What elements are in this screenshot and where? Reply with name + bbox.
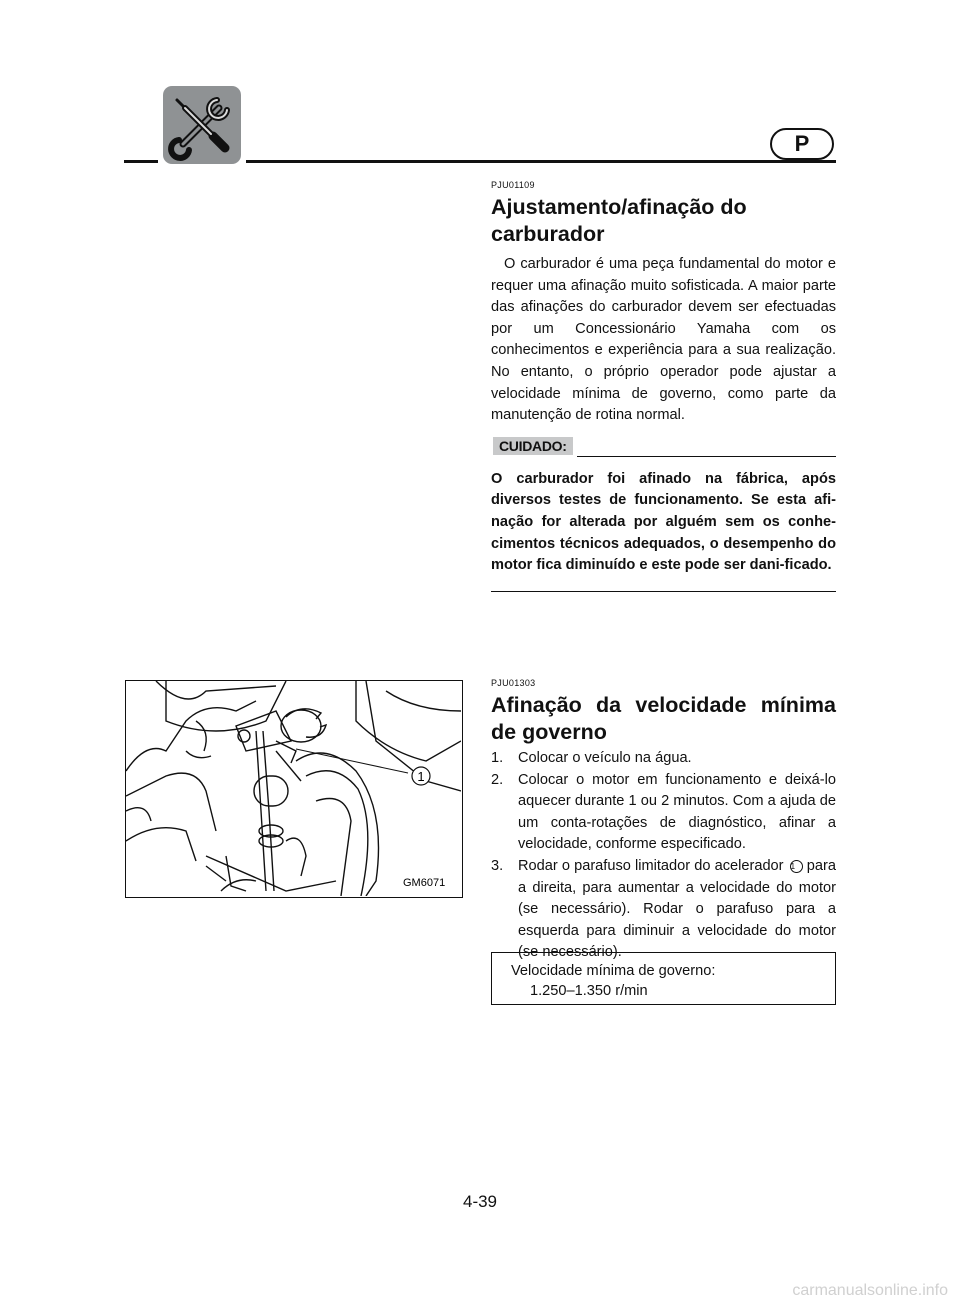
page-number: 4-39 [462,1192,498,1211]
language-badge: P [770,128,834,160]
list-item: 2. Colocar o motor em funcionamento e deixá-lo aquecer durante 1 ou 2 minutos. Com a ajuda de um conta-rotações de diagnóstico, afinar a velocidade, conforme especificado. [491,771,836,853]
spec-value: 1.250–1.350 r/min [530,983,648,999]
svg-text:1: 1 [417,769,425,784]
figure-callout-1 [412,767,430,785]
spec-label: Velocidade mínima de governo: [511,963,716,979]
caution-header [491,437,836,461]
section-title: Afinação da velocidade mínima de governo [491,693,836,744]
watermark: carmanualsonline.info [792,1282,948,1299]
header-rule-left [124,160,158,163]
caution-label: CUIDADO: [493,437,573,455]
specification-box [491,952,836,1005]
carburetor-illustration [125,680,463,898]
figure-code: GM6071 [403,877,446,889]
list-item: 1. Colocar o veículo na água. [491,750,692,766]
section-carburetor-adjustment [491,180,836,592]
section-code: PJU01109 [491,180,535,190]
intro-paragraph: O carburador é uma peça fundamental do motor e requer uma afinação muito sofisticada. A maior parte das afinações do carburador devem ser efectuadas por um Concessionário Yamaha com os conhecimentos e experiência para a sua realização. No entanto, o próprio operador pode ajustar a velocidade mínima de governo, como parte da manutenção de rotina normal. [491,256,836,424]
caution-rule [577,456,836,458]
tools-wrench-screwdriver-icon [163,86,241,164]
callout-number: 1 [790,860,803,873]
list-item: 3. Rodar o parafuso limitador do acelerador 1 para a direita, para aumentar a velocidade do motor (se necessário). Rodar o parafuso para a esquerda para diminuir a velocidade do motor (se necessário). [491,857,836,961]
section-code: PJU01303 [491,678,536,688]
section-title: Ajustamento/afinação do carburador [491,195,747,246]
steps-list [491,748,836,964]
caution-end-rule [491,591,836,593]
caution-text: O carburador foi afinado na fábrica, após diversos testes de funcionamento. Se esta afi-nação for alterada por alguém sem os conhe-cimentos técnicos adequados, o desempenho do motor fica diminuído e este pode ser dani-ficado. [491,470,836,574]
section-idle-speed-adjustment [491,678,836,964]
header-rule-right [246,160,836,163]
